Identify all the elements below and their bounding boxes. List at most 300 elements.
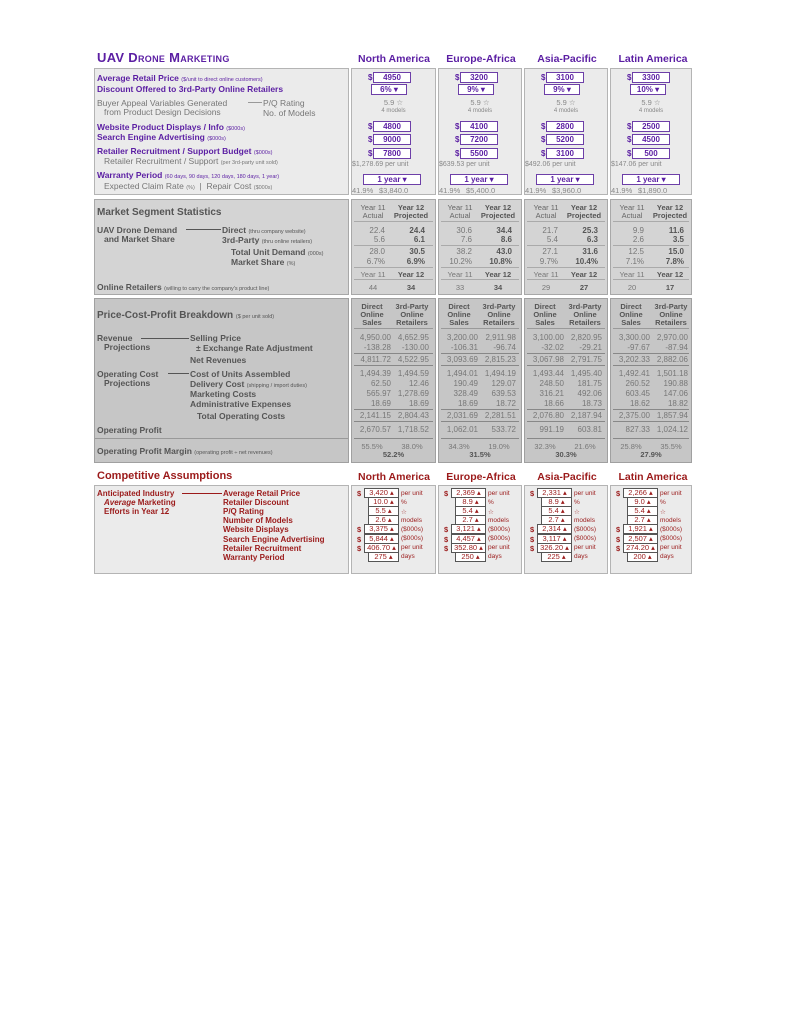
dollar-sign: $ — [616, 489, 621, 498]
online-retailers-label: Online Retailers (willing to carry the company's product line) — [97, 282, 270, 292]
divider — [527, 438, 605, 439]
dollar-sign: $ — [455, 122, 460, 131]
year11-label: Year 11 — [533, 270, 559, 279]
num-models-value: 4 models — [467, 108, 493, 114]
comp-row-label: Retailer Discount — [223, 498, 289, 508]
pcp-cua-direct: 1,494.01 — [446, 369, 478, 378]
pcp-mkt-third: 492.06 — [577, 389, 602, 398]
year12-header: Year 12 — [397, 203, 425, 212]
cost-units-label: Cost of Units Assembled — [190, 369, 291, 379]
comp-unit: ($000s) — [488, 525, 511, 533]
num-models-value: 4 models — [638, 108, 664, 114]
dollar-sign: $ — [444, 525, 449, 535]
pcp-selling-third: 2,911.98 — [485, 333, 516, 342]
search-engine-label: Search Engine Advertising ($000s) — [97, 132, 226, 142]
retailers-y12: 34 — [493, 283, 503, 292]
pcp-total-third: 2,804.43 — [397, 411, 429, 420]
total-op-costs-label: Total Operating Costs — [197, 411, 286, 421]
third-party-header: Online — [659, 310, 683, 319]
retailer-recruitment-input[interactable]: 7800 — [373, 148, 411, 159]
divider — [613, 353, 689, 354]
claim-rate-value: 41.9% — [352, 186, 374, 195]
direct-sales-header: Direct — [620, 302, 642, 311]
pcp-total-direct: 2,076.80 — [532, 411, 564, 420]
comp-value-stepper[interactable]: 3,420 ▴ — [364, 488, 399, 498]
page-title: UAV Drone Marketing — [97, 50, 230, 65]
website-displays-input[interactable]: 4100 — [460, 121, 498, 132]
comp-value-stepper[interactable]: 4,457 ▴ — [451, 534, 486, 544]
segment-share-y12: 6.9% — [406, 257, 425, 266]
revenue-bracket — [141, 338, 189, 339]
comp-row-label: Search Engine Advertising — [223, 534, 325, 544]
divider — [527, 421, 605, 422]
pcp-delivery-direct: 62.50 — [370, 379, 391, 388]
pcp-admin-direct: 18.66 — [543, 399, 564, 408]
comp-unit: per unit — [401, 544, 423, 552]
segment-direct-y11: 22.4 — [369, 226, 385, 235]
retailers-y12: 34 — [406, 283, 416, 292]
pcp-total-third: 2,187.94 — [570, 411, 602, 420]
discount-dropdown[interactable]: 6% ▾ — [371, 84, 407, 95]
comp-unit: ($000s) — [574, 525, 597, 533]
discount-dropdown[interactable]: 10% ▾ — [630, 84, 666, 95]
pcp-cua-third: 1,494.19 — [484, 369, 516, 378]
segment-third-y11: 5.6 — [373, 235, 385, 244]
direct-sales-header: Sales — [449, 318, 469, 327]
direct-sales-header: Direct — [448, 302, 470, 311]
margin-third: 19.0% — [488, 442, 510, 451]
third-party-header: 3rd-Party — [654, 302, 688, 311]
comp-value-stepper[interactable]: 225 ▴ — [541, 552, 572, 562]
dollar-sign: $ — [530, 534, 535, 544]
comp-value-stepper[interactable]: 3,375 ▴ — [364, 524, 399, 534]
exchange-rate-label: ± Exchange Rate Adjustment — [196, 343, 313, 353]
comp-row-label: P/Q Rating — [223, 507, 264, 517]
divider — [354, 421, 433, 422]
pcp-net-third: 2,815.23 — [484, 355, 516, 364]
actual-header: Actual — [535, 211, 557, 220]
year12-label: Year 12 — [484, 270, 512, 279]
comp-value-stepper[interactable]: 5,844 ▴ — [364, 534, 399, 544]
divider — [527, 279, 605, 280]
divider — [441, 245, 519, 246]
divider — [613, 438, 689, 439]
retailer-support-per-unit: $1,278.69 per unit — [352, 161, 409, 168]
divider — [441, 421, 519, 422]
comp-value-stepper[interactable]: 8.9 ▴ — [541, 497, 572, 507]
dollar-sign: $ — [627, 122, 632, 131]
pcp-delivery-direct: 190.49 — [453, 379, 478, 388]
warranty-dropdown[interactable]: 1 year ▾ — [536, 174, 594, 185]
total-demand-label: Total Unit Demand (000s) — [231, 247, 324, 257]
margin-direct: 32.3% — [534, 442, 556, 451]
pcp-cua-direct: 1,493.44 — [532, 369, 564, 378]
margin-third: 21.6% — [574, 442, 596, 451]
comp-unit: % — [574, 498, 580, 506]
pcp-exchange-third: -130.00 — [401, 343, 429, 352]
divider — [613, 409, 689, 410]
segment-third-y11: 5.4 — [546, 235, 558, 244]
divider — [527, 267, 605, 268]
pcp-exchange-third: -87.94 — [665, 343, 688, 352]
revenue-label: Revenue — [97, 333, 133, 343]
pq-rating-value: 5.9 ☆ — [470, 98, 490, 107]
pcp-cua-third: 1,494.59 — [397, 369, 429, 378]
comp-unit: ☆ — [574, 508, 580, 516]
third-party-header: 3rd-Party — [482, 302, 516, 311]
divider — [613, 267, 689, 268]
segment-third-y11: 2.6 — [632, 235, 644, 244]
pcp-profit-direct: 2,670.57 — [359, 425, 391, 434]
comp-unit: per unit — [488, 489, 510, 497]
pcp-selling-direct: 3,200.00 — [446, 333, 478, 342]
pcp-delivery-third: 181.75 — [577, 379, 602, 388]
comp-unit: per unit — [660, 544, 682, 552]
projected-header: Projected — [566, 211, 602, 220]
discount-dropdown[interactable]: 9% ▾ — [458, 84, 494, 95]
region-header-ap: Asia-Pacific — [537, 53, 597, 65]
dollar-sign: $ — [541, 135, 546, 144]
comp-value-stepper[interactable]: 352.80 ▴ — [451, 543, 486, 553]
claim-rate-value: 41.9% — [525, 186, 547, 195]
divider — [527, 353, 605, 354]
divider — [354, 365, 433, 366]
comp-value-stepper[interactable]: 1,921 ▴ — [623, 524, 658, 534]
dollar-sign: $ — [530, 489, 535, 498]
dollar-sign: $ — [455, 135, 460, 144]
dollar-sign: $ — [357, 525, 362, 535]
divider — [527, 245, 605, 246]
search-engine-input[interactable]: 5200 — [546, 134, 584, 145]
projected-header: Projected — [652, 211, 688, 220]
comp-value-stepper[interactable]: 3,117 ▴ — [537, 534, 572, 544]
avg-price-input[interactable]: 3100 — [546, 72, 584, 83]
comp-value-stepper[interactable]: 274.20 ▴ — [623, 543, 658, 553]
warranty-dropdown[interactable]: 1 year ▾ — [622, 174, 680, 185]
warranty-dropdown[interactable]: 1 year ▾ — [450, 174, 508, 185]
pcp-admin-direct: 18.69 — [457, 399, 478, 408]
region-header-na: North America — [358, 53, 430, 65]
operating-profit-label: Operating Profit — [97, 425, 162, 435]
comp-value-stepper[interactable]: 5.4 ▴ — [455, 506, 486, 516]
warranty-dropdown[interactable]: 1 year ▾ — [363, 174, 421, 185]
pcp-profit-direct: 827.33 — [625, 425, 650, 434]
divider — [354, 353, 433, 354]
dollar-sign: $ — [357, 534, 362, 544]
pq-rating-value: 5.9 ☆ — [641, 98, 661, 107]
pcp-cua-direct: 1,492.41 — [618, 369, 650, 378]
pcp-total-direct: 2,141.15 — [359, 411, 391, 420]
year12-label: Year 12 — [656, 270, 684, 279]
third-party-label: 3rd-Party (thru online retailers) — [222, 235, 313, 245]
comp-unit: models — [488, 516, 509, 524]
dollar-sign: $ — [368, 135, 373, 144]
third-party-header: Retailers — [396, 318, 428, 327]
margin-total: 52.2% — [382, 450, 405, 459]
pcp-total-third: 1,857.94 — [656, 411, 688, 420]
repair-cost-value: $3,960.0 — [552, 186, 582, 195]
search-engine-input[interactable]: 4500 — [632, 134, 670, 145]
comp-unit: ☆ — [488, 508, 494, 516]
third-party-header: Online — [487, 310, 511, 319]
segment-direct-y12: 11.6 — [668, 226, 684, 235]
pcp-mkt-direct: 565.97 — [366, 389, 391, 398]
pcp-mkt-direct: 328.49 — [453, 389, 478, 398]
pcp-exchange-third: -29.21 — [579, 343, 602, 352]
num-models-label: No. of Models — [263, 108, 316, 118]
pcp-profit-direct: 991.19 — [539, 425, 564, 434]
pcp-total-third: 2,281.51 — [484, 411, 516, 420]
warranty-label: Warranty Period (60 days, 90 days, 120 days, 180 days, 1 year) — [97, 170, 280, 180]
comp-value-stepper[interactable]: 2,369 ▴ — [451, 488, 486, 498]
comp-value-stepper[interactable]: 2,331 ▴ — [537, 488, 572, 498]
projected-header: Projected — [480, 211, 516, 220]
direct-sales-header: Online — [619, 310, 643, 319]
discount-dropdown[interactable]: 9% ▾ — [544, 84, 580, 95]
comp-value-stepper[interactable]: 5.5 ▴ — [368, 506, 399, 516]
comp-value-stepper[interactable]: 5.4 ▴ — [541, 506, 572, 516]
comp-value-stepper[interactable]: 250 ▴ — [455, 552, 486, 562]
pcp-mkt-third: 147.06 — [663, 389, 688, 398]
dollar-sign: $ — [368, 149, 373, 158]
segment-direct-y12: 34.4 — [496, 226, 512, 235]
claim-rate-label: Expected Claim Rate (%) | Repair Cost ($000s) — [104, 181, 273, 191]
actual-header: Actual — [449, 211, 471, 220]
pcp-net-third: 4,522.95 — [397, 355, 429, 364]
comp-unit: days — [574, 553, 588, 561]
pcp-selling-direct: 3,100.00 — [532, 333, 564, 342]
year12-label: Year 12 — [397, 270, 425, 279]
pcp-profit-third: 533.72 — [491, 425, 516, 434]
pcp-selling-third: 2,970.00 — [656, 333, 688, 342]
num-models-value: 4 models — [553, 108, 579, 114]
retailer-recruitment-input[interactable]: 500 — [632, 148, 670, 159]
dollar-sign: $ — [444, 489, 449, 498]
direct-sales-header: Direct — [534, 302, 556, 311]
dollar-sign: $ — [541, 122, 546, 131]
segment-share-y11: 10.2% — [449, 257, 472, 266]
dollar-sign: $ — [627, 135, 632, 144]
pcp-delivery-third: 190.88 — [663, 379, 688, 388]
comp-unit: per unit — [488, 544, 510, 552]
comp-unit: per unit — [401, 489, 423, 497]
region-header-ea: Europe-Africa — [446, 53, 516, 65]
direct-label: Direct (thru company website) — [222, 225, 306, 235]
buyer-appeal-label-2: from Product Design Decisions — [104, 107, 221, 117]
comp-value-stepper[interactable]: 3,121 ▴ — [451, 524, 486, 534]
comp-bracket — [182, 493, 222, 494]
segment-share-y11: 6.7% — [366, 257, 385, 266]
marketing-costs-label: Marketing Costs — [190, 389, 257, 399]
retailer-recruitment-input[interactable]: 3100 — [546, 148, 584, 159]
comp-unit: ($000s) — [488, 535, 511, 542]
selling-price-label: Selling Price — [190, 333, 242, 343]
segment-title: Market Segment Statistics — [97, 207, 222, 218]
retailers-y12: 27 — [579, 283, 589, 292]
pcp-admin-third: 18.82 — [667, 399, 688, 408]
dollar-sign: $ — [616, 525, 621, 535]
dollar-sign: $ — [530, 525, 535, 535]
comp-value-stepper[interactable]: 5.4 ▴ — [627, 506, 658, 516]
comp-value-stepper[interactable]: 2,314 ▴ — [537, 524, 572, 534]
margin-total: 27.9% — [640, 450, 662, 459]
comp-unit: ($000s) — [660, 535, 683, 542]
cost-bracket — [168, 373, 189, 374]
comp-value-stepper[interactable]: 2.7 ▴ — [455, 515, 486, 525]
comp-value-stepper[interactable]: 2,507 ▴ — [623, 534, 658, 544]
segment-share-y12: 7.8% — [665, 257, 684, 266]
comp-value-stepper[interactable]: 2.7 ▴ — [541, 515, 572, 525]
pcp-admin-direct: 18.69 — [370, 399, 391, 408]
pcp-total-direct: 2,031.69 — [446, 411, 478, 420]
comp-value-stepper[interactable]: 2.6 ▴ — [368, 515, 399, 525]
average-marketing-label: Average Marketing — [104, 498, 176, 507]
market-share-label: Market Share (%) — [231, 257, 296, 267]
comp-value-stepper[interactable]: 406.70 ▴ — [364, 543, 399, 553]
avg-price-input[interactable]: 3300 — [632, 72, 670, 83]
divider — [354, 279, 433, 280]
pcp-net-third: 2,791.75 — [570, 355, 602, 364]
dollar-sign: $ — [627, 149, 632, 158]
divider — [613, 221, 689, 222]
pcp-admin-third: 18.72 — [495, 399, 516, 408]
demand-label: UAV Drone Demand — [97, 225, 178, 235]
divider — [354, 245, 433, 246]
claim-rate-value: 41.9% — [439, 186, 461, 195]
avg-price-input[interactable]: 4950 — [373, 72, 411, 83]
op-margin-label: Operating Profit Margin (operating profit ÷ net revenues) — [97, 446, 273, 456]
dollar-sign: $ — [616, 534, 621, 544]
segment-direct-y12: 25.3 — [582, 226, 598, 235]
pq-rating-value: 5.9 ☆ — [383, 98, 404, 107]
retailer-recruitment-input[interactable]: 5500 — [460, 148, 498, 159]
comp-row-label: Warranty Period — [223, 552, 285, 562]
segment-direct-y12: 24.4 — [409, 226, 425, 235]
pcp-total-direct: 2,375.00 — [618, 411, 650, 420]
pcp-title: Price-Cost-Profit Breakdown ($ per unit sold) — [97, 310, 275, 321]
divider — [613, 365, 689, 366]
direct-sales-header: Online — [533, 310, 557, 319]
comp-row-label: Retailer Recruitment — [223, 543, 302, 553]
comp-unit: days — [488, 553, 502, 561]
comp-unit: % — [401, 498, 407, 506]
efforts-year12-label: Efforts in Year 12 — [104, 507, 170, 516]
segment-total-y11: 28.0 — [369, 247, 385, 256]
pcp-mkt-third: 1,278.69 — [397, 389, 429, 398]
dollar-sign: $ — [368, 122, 373, 131]
website-displays-input[interactable]: 4800 — [373, 121, 411, 132]
margin-third: 35.5% — [660, 442, 682, 451]
pcp-exchange-direct: -138.28 — [363, 343, 391, 352]
dollar-sign: $ — [444, 543, 449, 553]
comp-row-label: Number of Models — [223, 516, 293, 526]
delivery-cost-label: Delivery Cost (shipping / import duties) — [190, 379, 307, 389]
year11-header: Year 11 — [447, 203, 473, 212]
pcp-selling-third: 4,652.95 — [397, 333, 429, 342]
dollar-sign: $ — [627, 73, 632, 82]
direct-sales-header: Direct — [361, 302, 383, 311]
divider — [441, 353, 519, 354]
comp-row-label: Average Retail Price — [223, 489, 301, 498]
competitive-title: Competitive Assumptions — [97, 470, 233, 482]
pcp-selling-direct: 3,300.00 — [618, 333, 650, 342]
direct-sales-header: Sales — [535, 318, 555, 327]
comp-header-ea: Europe-Africa — [446, 471, 516, 483]
segment-total-y11: 38.2 — [456, 247, 472, 256]
pq-rating-value: 5.9 ☆ — [556, 98, 576, 107]
search-engine-input[interactable]: 9000 — [373, 134, 411, 145]
segment-direct-y11: 30.6 — [456, 226, 472, 235]
pcp-admin-third: 18.69 — [408, 399, 429, 408]
comp-unit: ☆ — [660, 508, 666, 516]
divider — [527, 409, 605, 410]
comp-unit: days — [401, 553, 415, 561]
retailers-y11: 29 — [541, 283, 551, 292]
direct-sales-header: Online — [447, 310, 471, 319]
pcp-exchange-direct: -97.67 — [627, 343, 650, 352]
num-models-value: 4 models — [381, 108, 406, 114]
comp-unit: ☆ — [401, 508, 407, 516]
search-engine-input[interactable]: 7200 — [460, 134, 498, 145]
comp-value-stepper[interactable]: 326.20 ▴ — [537, 543, 572, 553]
divider — [354, 409, 433, 410]
comp-unit: models — [401, 516, 422, 524]
comp-value-stepper[interactable]: 2,266 ▴ — [623, 488, 658, 498]
website-displays-input[interactable]: 2800 — [546, 121, 584, 132]
dollar-sign: $ — [357, 489, 362, 498]
website-displays-input[interactable]: 2500 — [632, 121, 670, 132]
projected-header: Projected — [393, 211, 429, 220]
avg-price-label: Average Retail Price ($/unit to direct online customers) — [97, 73, 263, 83]
avg-price-input[interactable]: 3200 — [460, 72, 498, 83]
year11-header: Year 11 — [619, 203, 645, 212]
dollar-sign: $ — [444, 534, 449, 544]
demand-label-2: and Market Share — [104, 234, 175, 244]
pcp-net-direct: 3,067.98 — [532, 355, 564, 364]
comp-value-stepper[interactable]: 275 ▴ — [368, 552, 399, 562]
comp-row-label: Website Displays — [223, 525, 289, 535]
cost-projections-label: Projections — [104, 378, 151, 388]
segment-third-y12: 3.5 — [672, 235, 684, 244]
pcp-net-direct: 4,811.72 — [360, 355, 391, 364]
pcp-delivery-direct: 260.52 — [625, 379, 650, 388]
dollar-sign: $ — [616, 543, 621, 553]
dollar-sign: $ — [541, 149, 546, 158]
discount-label: Discount Offered to 3rd-Party Online Retailers — [97, 84, 284, 94]
comp-value-stepper[interactable]: 9.0 ▴ — [627, 497, 658, 507]
segment-total-y12: 31.6 — [582, 247, 598, 256]
third-party-header: Retailers — [483, 318, 515, 327]
segment-third-y12: 6.1 — [413, 235, 425, 244]
comp-value-stepper[interactable]: 200 ▴ — [627, 552, 658, 562]
year11-label: Year 11 — [360, 270, 386, 279]
repair-cost-value: $3,840.0 — [379, 186, 409, 195]
net-revenues-label: Net Revenues — [190, 355, 247, 365]
pcp-exchange-third: -96.74 — [493, 343, 516, 352]
comp-header-na: North America — [358, 471, 430, 483]
comp-header-ap: Asia-Pacific — [537, 471, 597, 483]
pq-rating-label: P/Q Rating — [263, 98, 305, 108]
comp-value-stepper[interactable]: 8.9 ▴ — [455, 497, 486, 507]
pcp-profit-third: 1,718.52 — [397, 425, 429, 434]
third-party-header: 3rd-Party — [395, 302, 429, 311]
dollar-sign: $ — [455, 149, 460, 158]
segment-share-y12: 10.8% — [489, 257, 512, 266]
pcp-mkt-third: 639.53 — [491, 389, 516, 398]
comp-value-stepper[interactable]: 2.7 ▴ — [627, 515, 658, 525]
pcp-selling-third: 2,820.95 — [570, 333, 602, 342]
comp-value-stepper[interactable]: 10.0 ▴ — [368, 497, 399, 507]
